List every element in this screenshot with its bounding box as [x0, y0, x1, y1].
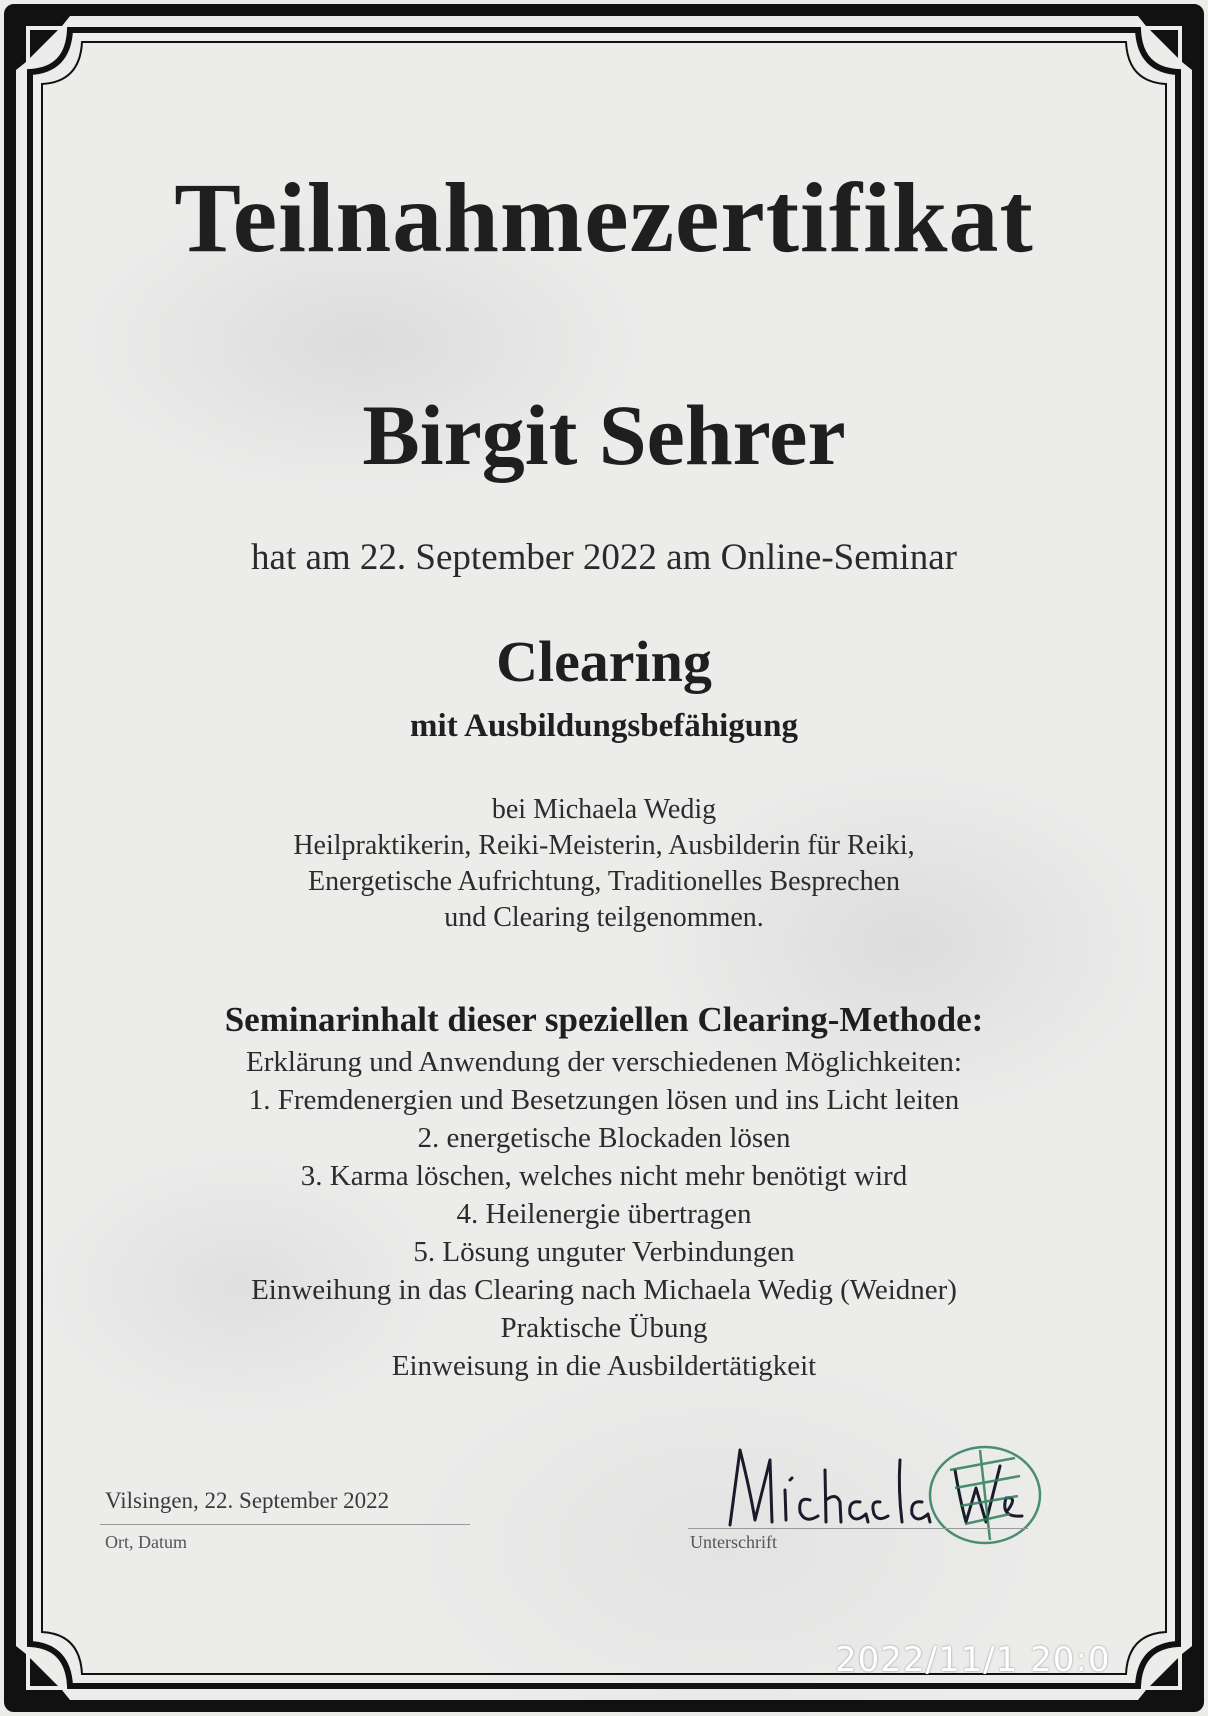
content-item: Erklärung und Anwendung der verschiedenen Möglichkeiten: — [246, 1046, 962, 1078]
content-item: 5. Lösung unguter Verbindungen — [413, 1236, 795, 1268]
signature-rule — [688, 1528, 1028, 1529]
instructor-line: Heilpraktikerin, Reiki-Meisterin, Ausbilderin für Reiki, — [293, 830, 915, 861]
instructor-line: Energetische Aufrichtung, Traditionelles Besprechen — [307, 866, 901, 897]
content-item: 3. Karma löschen, welches nicht mehr benötigt wird — [300, 1160, 908, 1192]
content-item: Einweihung in das Clearing nach Michaela Wedig (Weidner) — [251, 1274, 957, 1306]
course-title: Clearing — [496, 629, 712, 694]
intro-line: hat am 22. September 2022 am Online-Seminar — [251, 537, 957, 578]
signature-label: Unterschrift — [690, 1532, 777, 1552]
recipient-name: Birgit Sehrer — [362, 387, 846, 483]
instructor-line: und Clearing teilgenommen. — [444, 902, 764, 933]
content-item: 1. Fremdenergien und Besetzungen lösen und ins Licht leiten — [248, 1084, 960, 1116]
certificate-title: Teilnahmezertifikat — [174, 162, 1034, 273]
place-date-rule — [100, 1524, 470, 1525]
photo-timestamp: 2022/11/1 20:0 — [835, 1640, 1111, 1680]
content-item: Einweisung in die Ausbildertätigkeit — [391, 1350, 817, 1382]
content-item: 4. Heilenergie übertragen — [456, 1198, 752, 1230]
content-item: Praktische Übung — [500, 1312, 708, 1344]
content-item: 2. energetische Blockaden lösen — [417, 1122, 791, 1154]
instructor-line: bei Michaela Wedig — [491, 794, 717, 825]
course-subtitle: mit Ausbildungsbefähigung — [410, 708, 798, 744]
place-date: Vilsingen, 22. September 2022 — [105, 1488, 390, 1513]
place-date-label: Ort, Datum — [105, 1532, 187, 1552]
content-heading: Seminarinhalt dieser speziellen Clearing-Methode: — [224, 1000, 984, 1039]
